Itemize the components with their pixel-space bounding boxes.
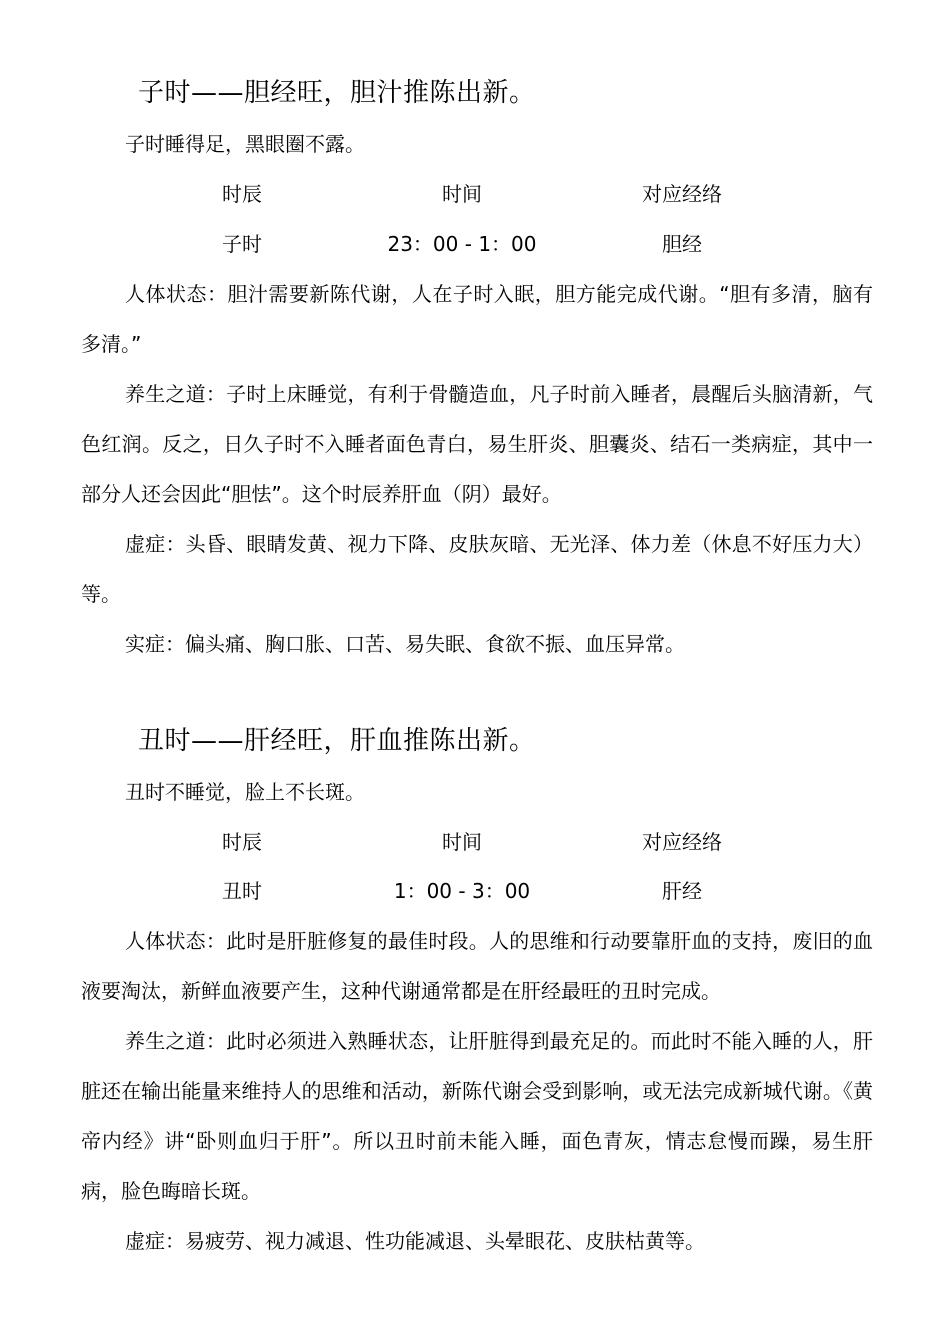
section-heading-choushi: 丑时——肝经旺，肝血推陈出新。 <box>138 726 536 756</box>
table-cell-shichen: 丑时 <box>222 879 262 903</box>
body-regimen-zishi: 养生之道：子时上床睡觉，有利于骨髓造血，凡子时前入睡者，晨醒后头脑清新，气色红润。反之，日久子时不入睡者面色青白，易生肝炎、胆囊炎、结石一类病症，其中一部分人还会因此“胆怯”。这个时辰养肝血（阴）最好。 <box>81 382 873 506</box>
body-excess-zishi: 实症：偏头痛、胸口胀、口苦、易失眠、食欲不振、血压异常。 <box>125 632 685 656</box>
table-header-shichen: 时辰 <box>222 182 262 206</box>
table-header-time: 时间 <box>442 830 482 854</box>
table-header-shichen: 时辰 <box>222 830 262 854</box>
table-header-time: 时间 <box>442 182 482 206</box>
section-subtitle-choushi: 丑时不睡觉，脸上不长斑。 <box>125 780 365 804</box>
body-deficiency-zishi: 虚症：头昏、眼睛发黄、视力下降、皮肤灰暗、无光泽、体力差（休息不好压力大）等。 <box>81 532 873 606</box>
section-subtitle-zishi: 子时睡得足，黑眼圈不露。 <box>125 132 365 156</box>
table-data-row-choushi <box>0 876 950 906</box>
table-cell-time: 1：00 - 3：00 <box>393 879 531 903</box>
section-heading-zishi: 子时——胆经旺，胆汁推陈出新。 <box>138 78 536 108</box>
table-header-meridian: 对应经络 <box>642 182 722 206</box>
table-cell-shichen: 子时 <box>222 232 262 256</box>
table-data-row-zishi <box>0 229 950 259</box>
body-state-choushi: 人体状态：此时是肝脏修复的最佳时段。人的思维和行动要靠肝血的支持，废旧的血液要淘汰，新鲜血液要产生，这种代谢通常都是在肝经最旺的丑时完成。 <box>81 929 873 1003</box>
body-deficiency-choushi: 虚症：易疲劳、视力减退、性功能减退、头晕眼花、皮肤枯黄等。 <box>125 1229 705 1253</box>
table-header-row-choushi <box>0 827 950 857</box>
table-header-row-zishi <box>0 179 950 209</box>
table-cell-meridian: 胆经 <box>662 232 702 256</box>
table-cell-meridian: 肝经 <box>662 879 702 903</box>
table-cell-time: 23：00 - 1：00 <box>387 232 537 256</box>
table-header-meridian: 对应经络 <box>642 830 722 854</box>
body-state-zishi: 人体状态：胆汁需要新陈代谢，人在子时入眠，胆方能完成代谢。“胆有多清，脑有多清。” <box>81 282 873 356</box>
body-regimen-choushi: 养生之道：此时必须进入熟睡状态，让肝脏得到最充足的。而此时不能入睡的人，肝脏还在输出能量来维持人的思维和活动，新陈代谢会受到影响，或无法完成新城代谢。《黄帝内经》讲“卧则血归于肝”。所以丑时前未能入睡，面色青灰，情志怠慢而躁，易生肝病，脸色晦暗长斑。 <box>81 1029 873 1203</box>
